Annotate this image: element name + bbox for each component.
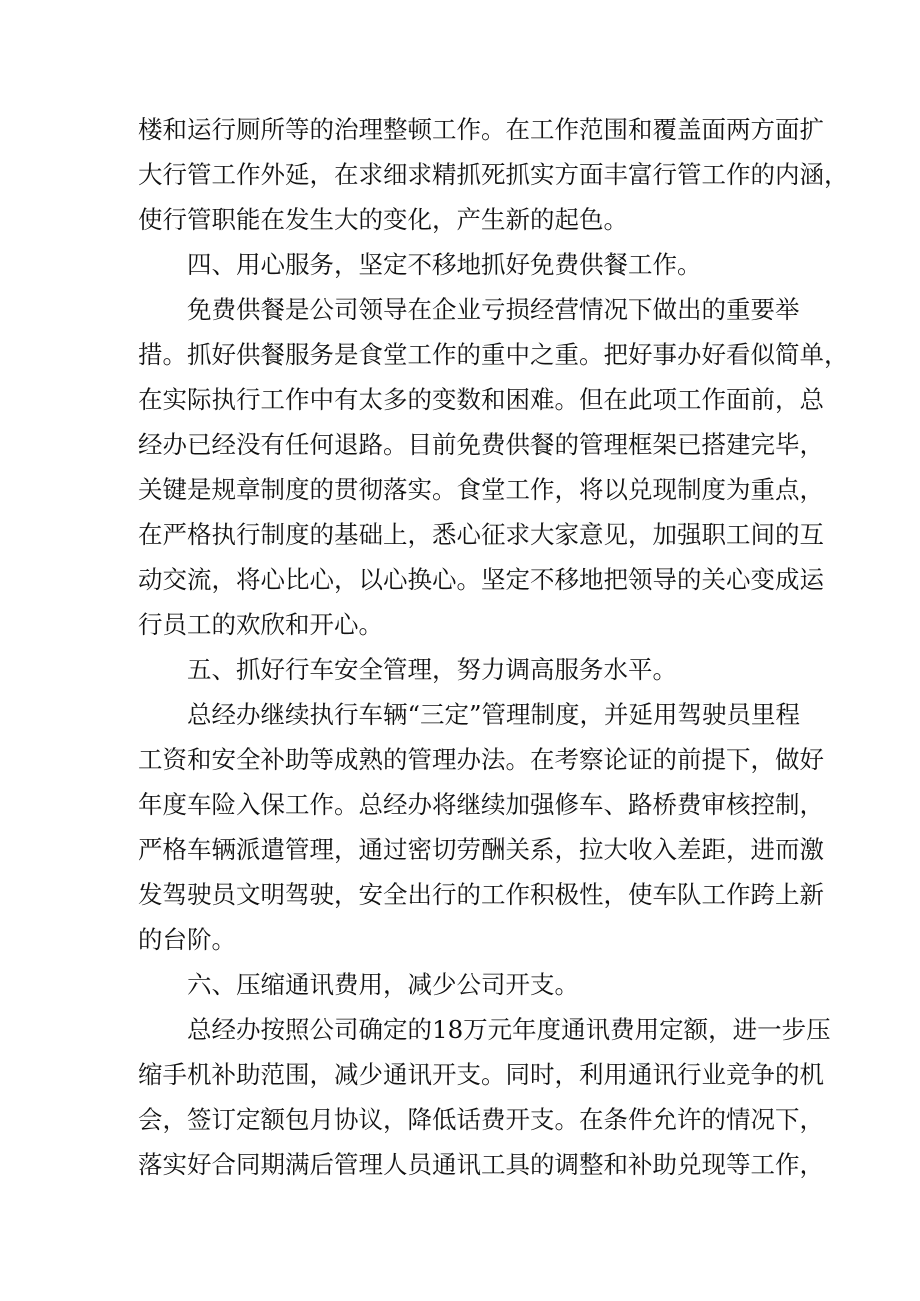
text-line: 总经办按照公司确定的18万元年度通讯费用定额，进一步压 [187,1015,831,1044]
section-heading: 四、用心服务，坚定不移地抓好免费供餐工作。 [187,250,702,279]
text-line: 使行管职能在发生大的变化，产生新的起色。 [138,205,628,234]
section-heading: 六、压缩通讯费用，减少公司开支。 [187,970,579,999]
text-line: 年度车险入保工作。总经办将继续加强修车、路桥费审核控制， [138,790,824,819]
text-line: 的台阶。 [138,925,236,954]
text-line: 在严格执行制度的基础上，悉心征求大家意见，加强职工间的互 [138,520,824,549]
text-line: 关键是规章制度的贯彻落实。食堂工作，将以兑现制度为重点， [138,475,824,504]
text-line: 发驾驶员文明驾驶，安全出行的工作积极性，使车队工作跨上新 [138,880,824,909]
text-line: 严格车辆派遣管理，通过密切劳酬关系，拉大收入差距，进而激 [138,835,824,864]
text-line: 工资和安全补助等成熟的管理办法。在考察论证的前提下，做好 [138,745,824,774]
text-line: 免费供餐是公司领导在企业亏损经营情况下做出的重要举 [187,295,800,324]
section-heading: 五、抓好行车安全管理，努力调高服务水平。 [187,655,677,684]
text-line: 会，签订定额包月协议，降低话费开支。在条件允许的情况下， [138,1105,824,1134]
text-line: 总经办继续执行车辆“三定”管理制度，并延用驾驶员里程 [187,700,801,729]
text-line: 大行管工作外延，在求细求精抓死抓实方面丰富行管工作的内涵， [138,160,849,189]
text-line: 在实际执行工作中有太多的变数和困难。但在此项工作面前，总 [138,385,824,414]
text-line: 动交流，将心比心，以心换心。坚定不移地把领导的关心变成运 [138,565,824,594]
text-line: 落实好合同期满后管理人员通讯工具的调整和补助兑现等工作， [138,1150,824,1179]
text-line: 措。抓好供餐服务是食堂工作的重中之重。把好事办好看似简单， [138,340,849,369]
text-line: 楼和运行厕所等的治理整顿工作。在工作范围和覆盖面两方面扩 [138,115,824,144]
text-line: 缩手机补助范围，减少通讯开支。同时，利用通讯行业竞争的机 [138,1060,824,1089]
text-line: 行员工的欢欣和开心。 [138,610,383,639]
text-line: 经办已经没有任何退路。目前免费供餐的管理框架已搭建完毕， [138,430,824,459]
